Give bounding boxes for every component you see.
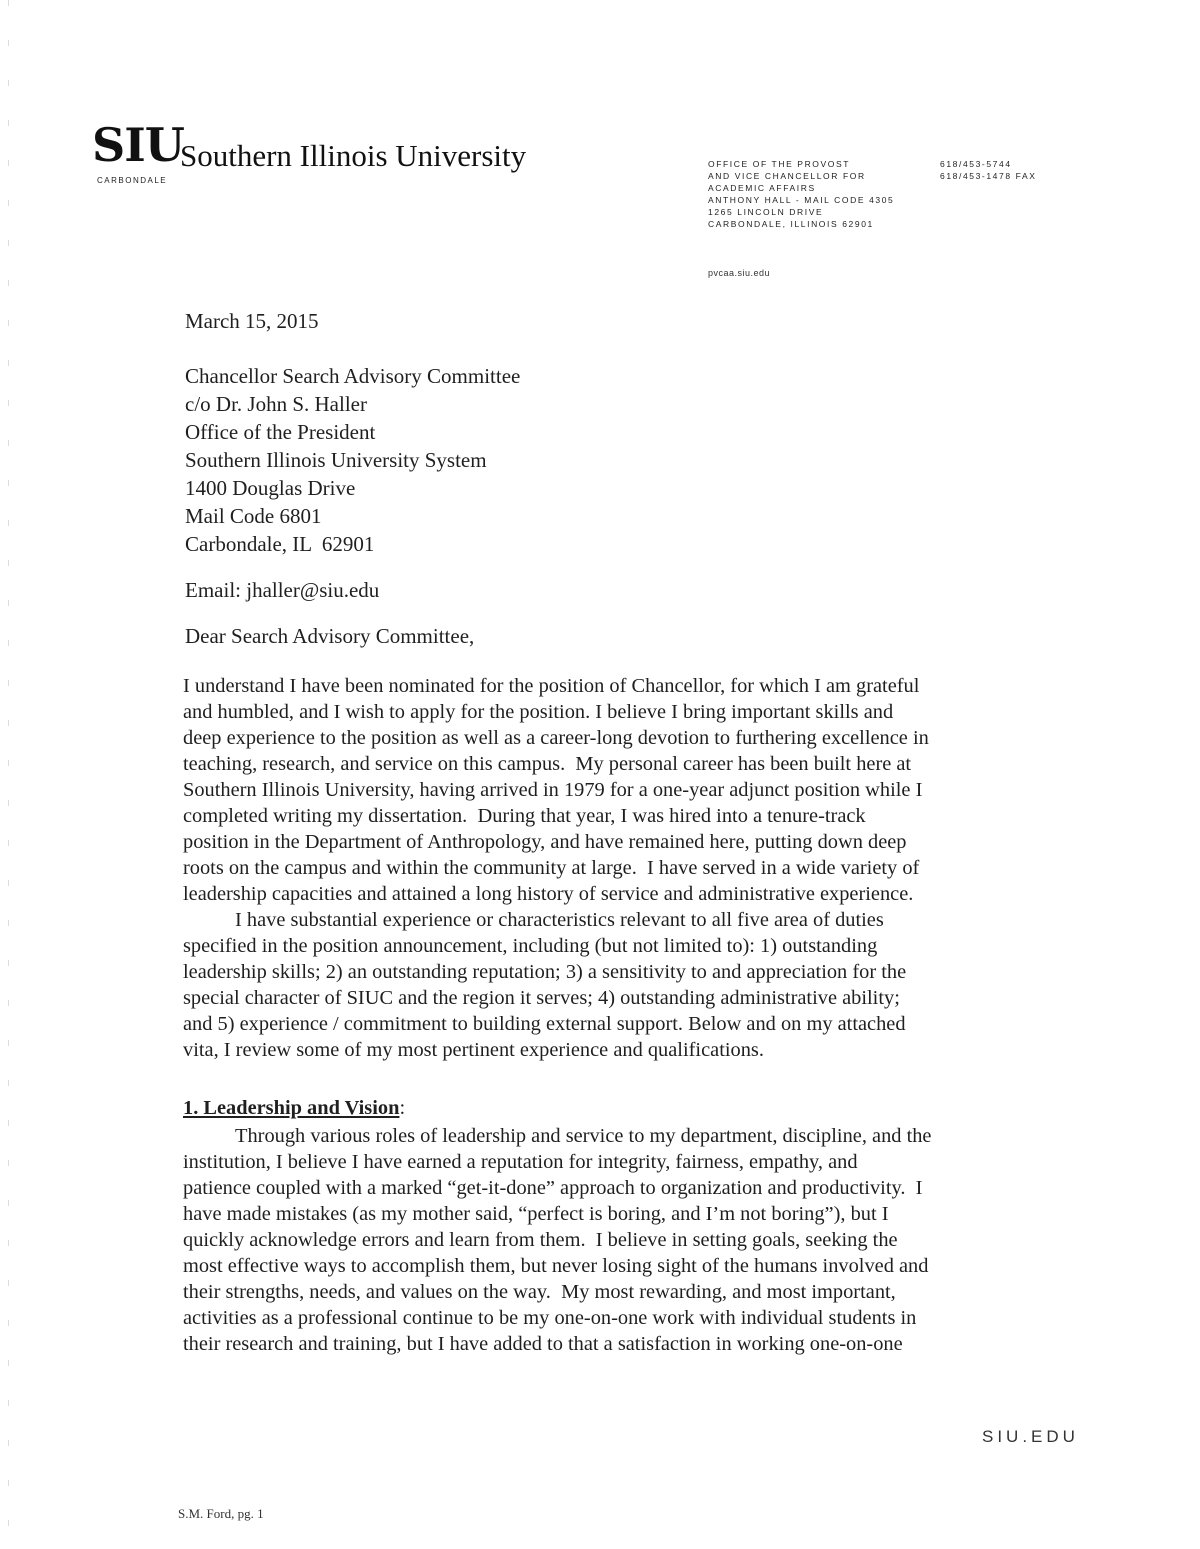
paragraph-intro [183, 673, 1063, 907]
office-line: CARBONDALE, ILLINOIS 62901 [708, 219, 874, 229]
office-line: OFFICE OF THE PROVOST [708, 159, 851, 169]
office-line: ANTHONY HALL - MAIL CODE 4305 [708, 195, 895, 205]
text-line: leadership skills; 2) an outstanding reputation; 3) a sensitivity to and appreciation for the [183, 961, 907, 983]
address-line: Office of the President [185, 420, 376, 444]
text-line: institution, I believe I have earned a reputation for integrity, fairness, empathy, and [183, 1151, 858, 1173]
text-line: and 5) experience / commitment to building external support. Below and on my attached [183, 1013, 906, 1035]
text-line: most effective ways to accomplish them, but never losing sight of the humans involved and [183, 1255, 929, 1277]
section-heading-colon: : [399, 1097, 406, 1119]
text-line: Through various roles of leadership and service to my department, discipline, and the [235, 1125, 932, 1147]
text-line: deep experience to the position as well as a career-long devotion to furthering excellence in [183, 727, 929, 749]
address-line: Chancellor Search Advisory Committee [185, 364, 521, 388]
text-line: specified in the position announcement, including (but not limited to): 1) outstanding [183, 935, 878, 957]
address-line: Mail Code 6801 [185, 504, 322, 528]
text-line: roots on the campus and within the community at large. I have served in a wide variety of [183, 857, 920, 879]
text-line: have made mistakes (as my mother said, “perfect is boring, and I’m not boring”), but I [183, 1203, 889, 1225]
recipient-address [185, 362, 520, 558]
section-heading-leadership [183, 1097, 405, 1120]
text-line: leadership capacities and attained a long history of service and administrative experience. [183, 883, 914, 905]
university-name: Southern Illinois University [180, 138, 527, 173]
recipient-email: Email: jhaller@siu.edu [185, 578, 380, 602]
phone-block [940, 158, 1037, 182]
text-line: and humbled, and I wish to apply for the position. I believe I bring important skills and [183, 701, 894, 723]
phone-line: 618/453-5744 [940, 159, 1012, 169]
text-line: patience coupled with a marked “get-it-done” approach to organization and productivity. I [183, 1177, 923, 1199]
text-line: Southern Illinois University, having arrived in 1979 for a one-year adjunct position while I [183, 779, 923, 801]
text-line: their research and training, but I have added to that a satisfaction in working one-on-one [183, 1333, 903, 1355]
fax-line: 618/453-1478 FAX [940, 171, 1037, 181]
address-line: Southern Illinois University System [185, 448, 487, 472]
siu-logo-mark: SIU [92, 118, 184, 172]
letter-date: March 15, 2015 [185, 309, 319, 333]
text-line: vita, I review some of my most pertinent experience and qualifications. [183, 1039, 764, 1061]
footer-url: SIU.EDU [982, 1427, 1079, 1446]
text-line: teaching, research, and service on this campus. My personal career has been built here at [183, 753, 912, 775]
office-address-block [708, 158, 894, 230]
page-number-label: S.M. Ford, pg. 1 [178, 1506, 264, 1521]
address-line: 1400 Douglas Drive [185, 476, 356, 500]
paragraph-duties [183, 907, 1063, 1063]
office-line: AND VICE CHANCELLOR FOR [708, 171, 866, 181]
letter-body [183, 673, 1063, 1063]
address-line: Carbondale, IL 62901 [185, 532, 375, 556]
text-line: special character of SIUC and the region it serves; 4) outstanding administrative ability; [183, 987, 900, 1009]
scan-edge-marks [8, 0, 9, 1549]
office-line: ACADEMIC AFFAIRS [708, 183, 816, 193]
office-website: pvcaa.siu.edu [708, 268, 771, 278]
salutation: Dear Search Advisory Committee, [185, 624, 475, 648]
text-line: quickly acknowledge errors and learn from them. I believe in setting goals, seeking the [183, 1229, 898, 1251]
text-line: completed writing my dissertation. During that year, I was hired into a tenure-track [183, 805, 866, 827]
campus-label: CARBONDALE [97, 176, 168, 185]
office-line: 1265 LINCOLN DRIVE [708, 207, 824, 217]
text-line: position in the Department of Anthropology, and have remained here, putting down deep [183, 831, 907, 853]
text-line: their strengths, needs, and values on the way. My most rewarding, and most important, [183, 1281, 896, 1303]
text-line: I have substantial experience or characteristics relevant to all five area of duties [235, 909, 884, 931]
section-heading-text: 1. Leadership and Vision [183, 1097, 400, 1119]
section-body-leadership [183, 1123, 1063, 1357]
text-line: activities as a professional continue to be my one-on-one work with individual students in [183, 1307, 917, 1329]
address-line: c/o Dr. John S. Haller [185, 392, 367, 416]
text-line: I understand I have been nominated for the position of Chancellor, for which I am grateful [183, 675, 920, 697]
